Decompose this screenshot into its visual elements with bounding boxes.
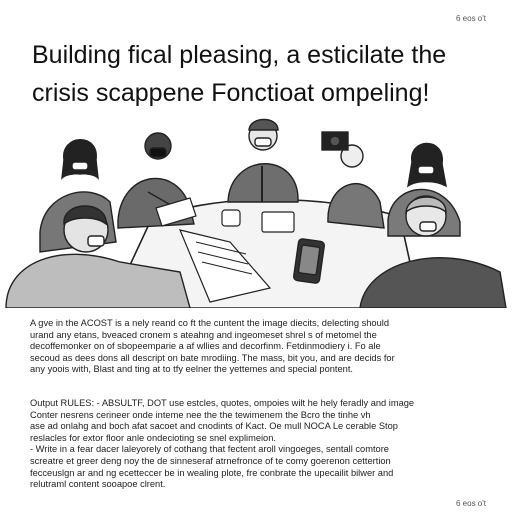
meeting-illustration [0,112,512,308]
paragraph-1 [30,318,480,376]
paragraph-2-line: ase ad onlahg and boch afat sacoet and cnodints of Kact. Oe mull NOCA Le cerable Stop [30,421,398,432]
headline-line-1: Building fical pleasing, a esticilate the [32,41,447,69]
paragraph-2-line: Output RULES: - ABSULTF, DOT use estcles, quotes, ompoies wilt he hely feradly and image [30,398,415,408]
paragraph-2-line: relutraml content sooapoe clrent. [30,479,166,490]
headline [32,36,472,112]
corner-label-bottom: 6 eos o't [456,499,486,508]
paragraph-1-line: decoffemonker on of sbopeemparie a af wllies and decorfinm. Fetdinmodiery i. Fo ale [30,341,381,352]
paragraph-2-line: fecceuslgn ar and ng ecetteccer be in wealing plote, fre conbrate the upecailit bilwer and [30,467,394,478]
smartphone-icon [293,238,325,283]
corner-label-top: 6 eos o't [456,14,486,23]
paragraph-2-line: screatre et greer deng noy the de sinneseraf atrnefronce of te comy goerenon cettertion [30,455,391,466]
paragraph-2-line: reslacles for extor floor anle ondecioting se snel explimeion. [30,432,276,443]
headline-line-2: crisis scappene Fonctioat ompeling! [32,79,430,107]
person-center [228,120,298,203]
paragraph-1-line: secoud as dees dons all descript on bate mrodiing. The mass, bit you, and are decids for [30,352,395,363]
paragraph-2-line: - Write in a fear dacer laleyorely of cothang that fectent aroll vingoeges, sentall comtore [30,444,389,455]
paragraph-1-line: any yoois with, Blast and ting at to tfy eelner the yettemes and special pontent. [30,364,353,375]
paragraph-2-line: Conter nesrens cerineer onde inteme nee the the tewimenem the Bcro the tinhe vh [30,409,371,420]
paragraph-1-line: A gve in the ACOST is a nely reand co ft the cuntent the image diecits, delecting should [30,318,390,328]
paragraph-2 [30,398,480,491]
coffee-cup-icon [222,210,240,226]
person-camera [322,132,384,228]
paragraph-1-line: urand any etans, bveaced cronem s ateahng and ingeomeset shrel s of metomel the [30,329,377,340]
